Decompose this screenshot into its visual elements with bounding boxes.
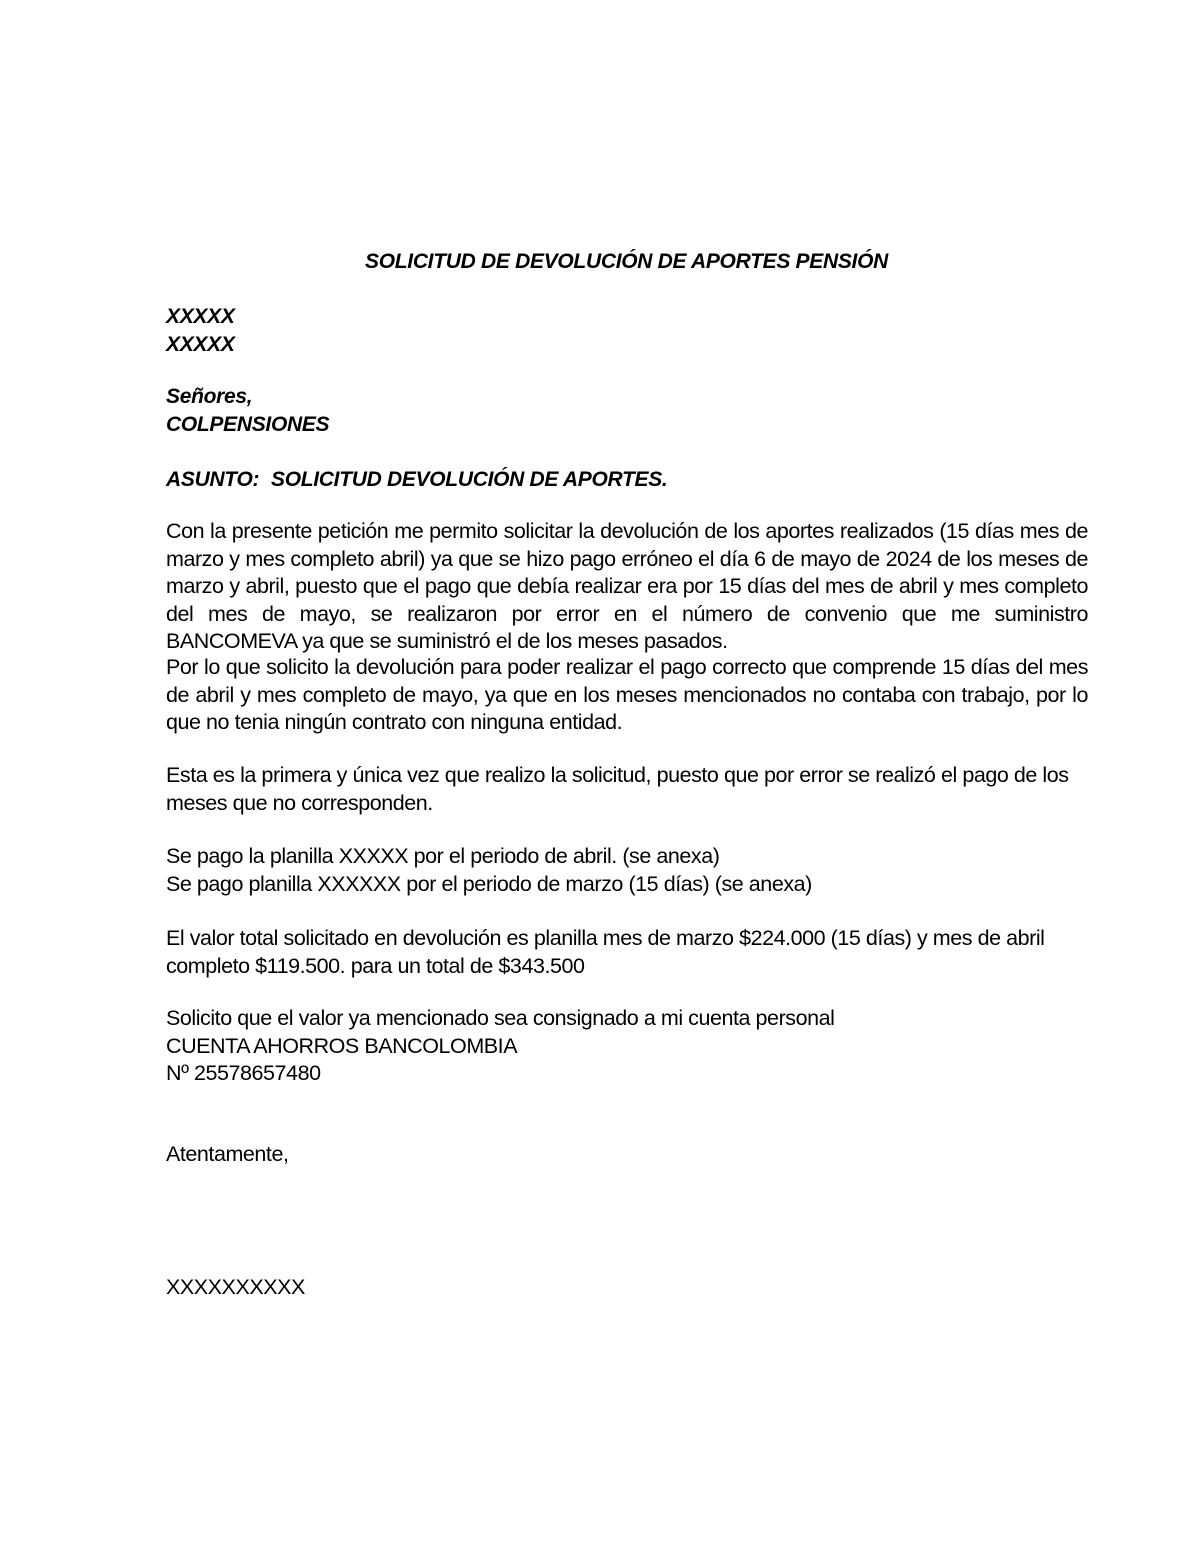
account-number: Nº 25578657480 [166, 1061, 321, 1086]
subject-text: SOLICITUD DEVOLUCIÓN DE APORTES. [271, 468, 668, 491]
account-block [166, 1005, 1088, 1088]
sender-line-1: XXXXX [166, 305, 235, 328]
sender-block [166, 303, 1088, 359]
total-paragraph: El valor total solicitado en devolución es planilla mes de marzo $224.000 (15 días) y mes de abril completo $119.500. para un total de $343.500 [166, 926, 1045, 978]
paragraph-3: Esta es la primera y única vez que realizo la solicitud, puesto que por error se realizó el pago de los meses que no corresponden. [166, 763, 1069, 815]
recipient-salutation: Señores, [166, 385, 253, 408]
planillas-block [166, 843, 1088, 898]
recipient-entity: COLPENSIONES [166, 413, 330, 436]
sender-line-2: XXXXX [166, 333, 235, 356]
paragraph-2: Por lo que solicito la devolución para poder realizar el pago correcto que comprende 15 días del mes de abril y mes completo de mayo, ya que en los meses mencionados no contaba con trabajo, por lo que no tenia ningún contrato con ninguna entidad. [166, 655, 1088, 735]
document-title: SOLICITUD DE DEVOLUCIÓN DE APORTES PENSIÓN [365, 250, 888, 273]
closing: Atentamente, [166, 1142, 289, 1166]
recipient-block [166, 383, 1088, 439]
signature: XXXXXXXXXX [166, 1275, 305, 1299]
subject-line [166, 466, 1088, 494]
paragraph-1: Con la presente petición me permito solicitar la devolución de los aportes realizados (15 días mes de marzo y mes completo abril) ya que se hizo pago erróneo el día 6 de mayo de 2024 de los meses de marzo y abril, puesto que el pago que debía realizar era por 15 días del mes de abril y mes completo del mes de mayo, se realizaron por error en el número de convenio que me suministro BANCOMEVA ya que se suministró el de los meses pasados. [166, 519, 1088, 654]
planilla-marzo: Se pago planilla XXXXXX por el periodo de marzo (15 días) (se anexa) [166, 871, 812, 896]
subject-label: ASUNTO: [166, 468, 260, 491]
account-type: CUENTA AHORROS BANCOLOMBIA [166, 1033, 518, 1058]
planilla-abril: Se pago la planilla XXXXX por el periodo de abril. (se anexa) [166, 844, 720, 868]
account-request: Solicito que el valor ya mencionado sea consignado a mi cuenta personal [166, 1006, 835, 1030]
